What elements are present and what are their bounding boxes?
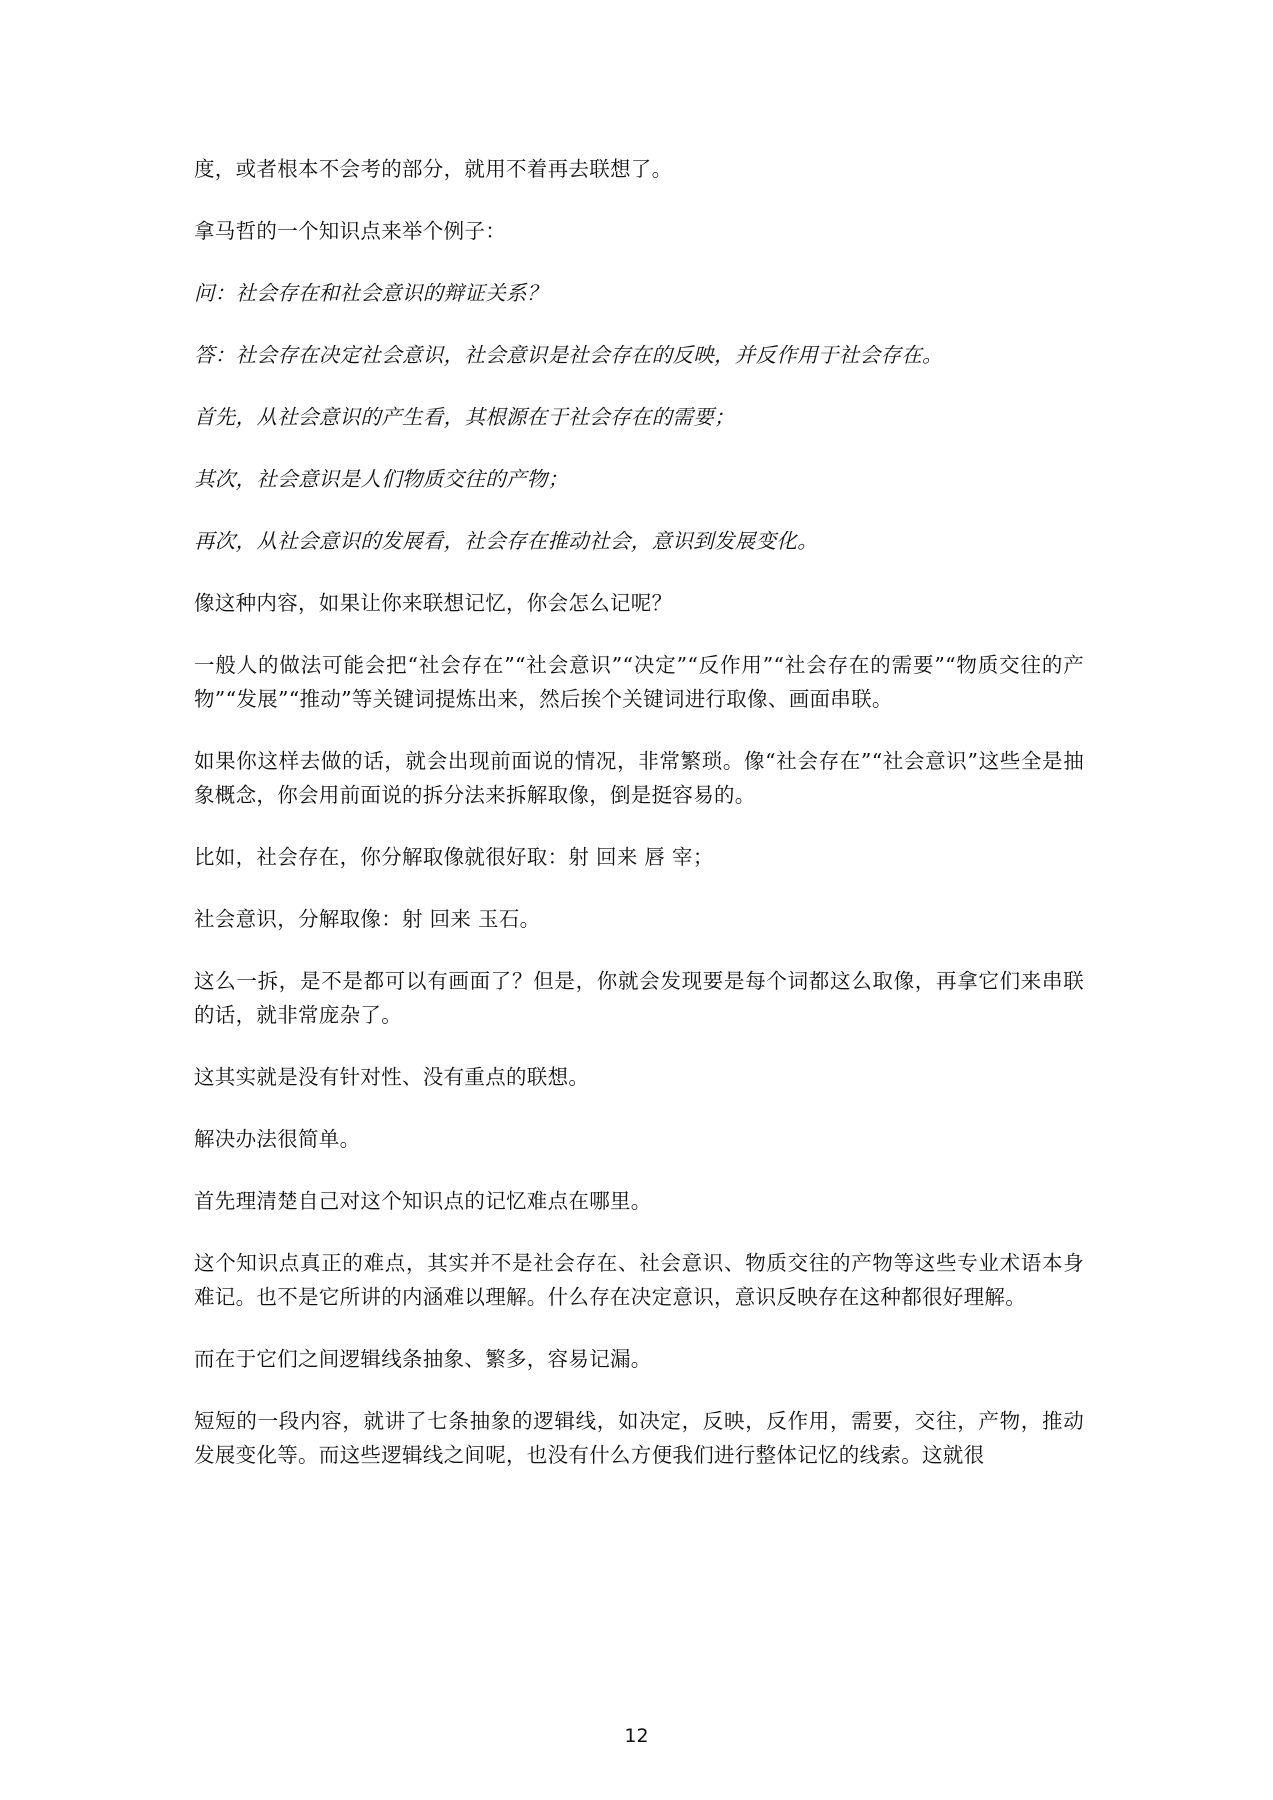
paragraph: 如果你这样去做的话，就会出现前面说的情况，非常繁琐。像“社会存在”“社会意识”这些全是抽象概念，你会用前面说的拆分法来拆解取像，倒是挺容易的。 bbox=[194, 749, 1084, 807]
answer-paragraph: 答：社会存在决定社会意识，社会意识是社会存在的反映，并反作用于社会存在。 bbox=[194, 343, 943, 367]
page-number: 12 bbox=[624, 1725, 649, 1747]
paragraph: 而在于它们之间逻辑线条抽象、繁多，容易记漏。 bbox=[194, 1347, 652, 1371]
paragraph: 解决办法很简单。 bbox=[194, 1127, 361, 1151]
question-paragraph: 问：社会存在和社会意识的辩证关系？ bbox=[194, 281, 548, 305]
page-body bbox=[194, 152, 1084, 1472]
answer-paragraph: 其次，社会意识是人们物质交往的产物； bbox=[194, 467, 569, 491]
paragraph: 拿马哲的一个知识点来举个例子： bbox=[194, 219, 506, 243]
answer-paragraph: 首先，从社会意识的产生看，其根源在于社会存在的需要； bbox=[194, 405, 735, 429]
paragraph: 度，或者根本不会考的部分，就用不着再去联想了。 bbox=[194, 157, 673, 181]
paragraph: 一般人的做法可能会把“社会存在”“社会意识”“决定”“反作用”“社会存在的需要”“物质交往的产物”“发展”“推动”等关键词提炼出来，然后挨个关键词进行取像、画面串联。 bbox=[194, 653, 1084, 711]
paragraph: 这么一拆，是不是都可以有画面了？但是，你就会发现要是每个词都这么取像，再拿它们来串联的话，就非常庞杂了。 bbox=[194, 969, 1084, 1027]
paragraph: 这其实就是没有针对性、没有重点的联想。 bbox=[194, 1065, 590, 1089]
paragraph: 社会意识，分解取像：射 回来 玉石。 bbox=[194, 907, 541, 931]
paragraph: 首先理清楚自己对这个知识点的记忆难点在哪里。 bbox=[194, 1189, 652, 1213]
answer-paragraph: 再次，从社会意识的发展看，社会存在推动社会，意识到发展变化。 bbox=[194, 529, 818, 553]
paragraph: 像这种内容，如果让你来联想记忆，你会怎么记呢？ bbox=[194, 591, 673, 615]
paragraph: 这个知识点真正的难点，其实并不是社会存在、社会意识、物质交往的产物等这些专业术语本身难记。也不是它所讲的内涵难以理解。什么存在决定意识，意识反映存在这种都很好理解。 bbox=[194, 1251, 1084, 1309]
paragraph: 短短的一段内容，就讲了七条抽象的逻辑线，如决定，反映，反作用，需要，交往，产物，推动发展变化等。而这些逻辑线之间呢，也没有什么方便我们进行整体记忆的线索。这就很 bbox=[194, 1409, 1084, 1467]
paragraph: 比如，社会存在，你分解取像就很好取：射 回来 唇 宰； bbox=[194, 845, 714, 869]
